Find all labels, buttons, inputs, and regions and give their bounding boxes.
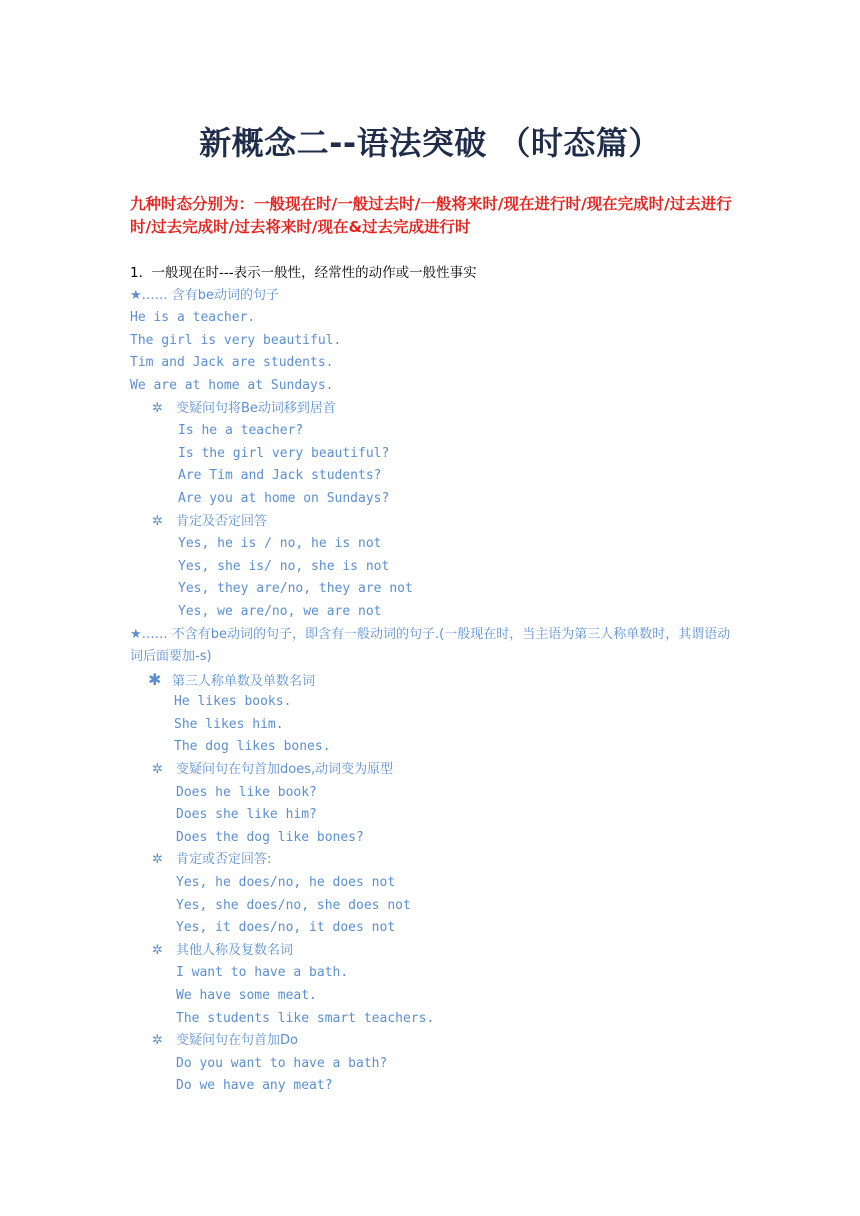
example-line: We have some meat. — [176, 988, 317, 1003]
answer-line: Yes, she is/ no, she is not — [178, 558, 390, 574]
subheader-does-answer — [130, 849, 740, 872]
question-line: Does she like him? — [176, 807, 317, 823]
answer-line: Yes, we are/no, we are not — [178, 603, 382, 619]
tense-list-intro: 九种时态分别为：一般现在时/一般过去时/一般将来时/现在进行时/现在完成时/过去进行时/过去完成时/过去将来时/现在&过去完成进行时 — [130, 195, 732, 236]
subheader-label: 肯定及否定回答 — [176, 513, 268, 529]
answer-line: Yes, he is / no, he is not — [178, 536, 382, 552]
star-bullet-icon: ✲ — [152, 400, 163, 416]
star-bullet-icon: ✲ — [152, 513, 163, 529]
question-line: Does he like book? — [176, 784, 317, 800]
example-line: The students like smart teachers. — [176, 1010, 435, 1026]
subheader-does-question — [130, 759, 740, 782]
question-line: Does the dog like bones? — [176, 829, 364, 845]
answer-line: Yes, she does/no, she does not — [176, 897, 411, 913]
question-line: Is he a teacher? — [178, 423, 304, 439]
example-line: We are at home at Sundays. — [130, 377, 334, 393]
question-line: Are Tim and Jack students? — [178, 468, 382, 484]
subheader-label: 肯定或否定回答: — [176, 852, 272, 868]
question-line: Is the girl very beautiful? — [178, 445, 390, 461]
example-line: He is a teacher. — [130, 310, 256, 326]
example-line: The dog likes bones. — [174, 739, 331, 755]
document-title: 新概念二--语法突破 （时态篇） — [199, 124, 661, 162]
star-bullet-icon: ✲ — [152, 852, 163, 868]
example-line: The girl is very beautiful. — [130, 332, 342, 348]
question-line: Do we have any meat? — [176, 1078, 333, 1094]
star-bullet-icon: ✱ — [148, 669, 162, 689]
question-line: Do you want to have a bath? — [176, 1055, 388, 1071]
subheader-do-question — [130, 1030, 740, 1053]
answer-line: Yes, they are/no, they are not — [178, 581, 413, 597]
subheader-label: 变疑问句在句首加Do — [176, 1033, 298, 1049]
example-line: Tim and Jack are students. — [130, 355, 334, 371]
star-bullet-icon: ✲ — [152, 1033, 163, 1049]
subheader-label: 第三人称单数及单数名词 — [172, 673, 316, 689]
star-bullet-icon: ✲ — [152, 942, 163, 958]
section-heading: 1. 一般现在时---表示一般性，经常性的动作或一般性事实 — [130, 265, 477, 281]
example-line: I want to have a bath. — [176, 965, 349, 981]
subheader-label: 其他人称及复数名词 — [176, 942, 294, 958]
answer-line: Yes, it does/no, it does not — [176, 920, 396, 936]
example-line: She likes him. — [174, 716, 284, 732]
subheader-be-answer — [130, 511, 740, 534]
answer-line: Yes, he does/no, he does not — [176, 875, 396, 891]
subheader-label: 变疑问句将Be动词移到居首 — [176, 400, 336, 416]
non-be-verb-header: ★…… 不含有be动词的句子，即含有一般动词的句子.(一般现在时，当主语为第三人称单数时，其谓语动词后面要加-s) — [130, 626, 731, 665]
subheader-plural — [130, 940, 740, 963]
example-line: He likes books. — [174, 694, 292, 710]
star-bullet-icon: ✲ — [152, 762, 163, 778]
subheader-label: 变疑问句在句首加does,动词变为原型 — [176, 762, 394, 778]
question-line: Are you at home on Sundays? — [178, 490, 390, 506]
be-verb-header: ★…… 含有be动词的句子 — [130, 287, 280, 303]
section-present-simple — [130, 262, 740, 1098]
subheader-third-person — [130, 669, 740, 692]
subheader-be-question — [130, 398, 740, 421]
